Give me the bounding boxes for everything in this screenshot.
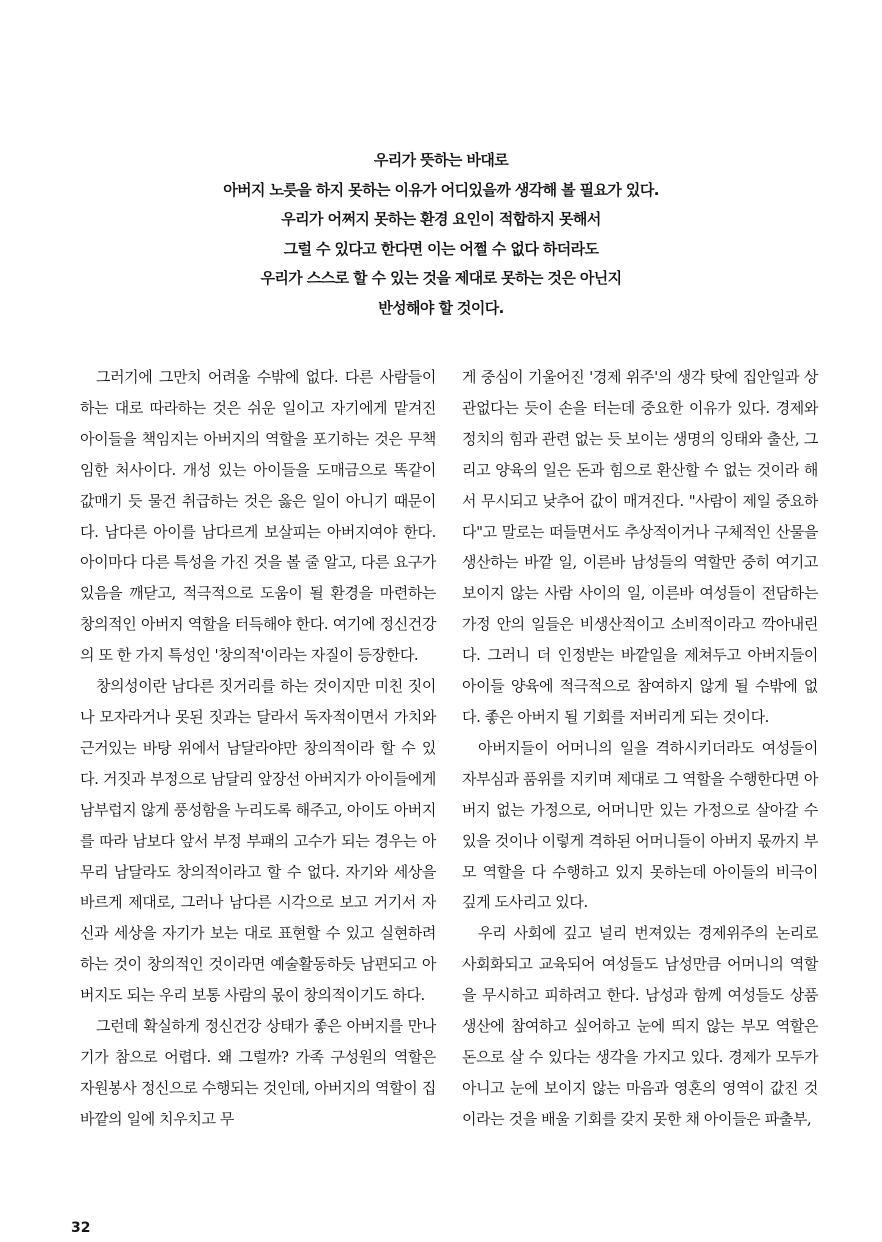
- pull-quote-line: 우리가 스스로 할 수 있는 것을 제대로 못하는 것은 아닌지: [260, 269, 622, 287]
- left-column: [80, 362, 436, 1135]
- right-column: [462, 362, 818, 1135]
- pull-quote-line: 아버지 노릇을 하지 못하는 이유가 어디있을까 생각해 볼 필요가 있다.: [223, 180, 659, 199]
- body-paragraph: 창의성이란 남다른 짓거리를 하는 것이지만 미친 짓이나 모자라거나 못된 짓과는 달라서 독자적이면서 가치와 근거있는 바탕 위에서 남달라야만 창의적이라 할 수 있다. 거짓과 부정으로 남달리 앞장선 아버지가 아이들에게 남부럽지 않게 풍성함을 누리도록 해주고, 아이도 아버지를 따라 남보다 앞서 부정 부패의 고수가 되는 경우는 아무리 남달라도 창의적이라고 할 수 없다. 자기와 세상을 바르게 제대로, 그러나 남다른 시각으로 보고 거기서 자신과 세상을 자기가 보는 대로 표현할 수 있고 실현하려 하는 것이 창의적인 것이라면 예술활동하듯 남편되고 아버지도 되는 우리 보통 사람의 몫이 창의적이기도 하다.: [80, 677, 436, 1005]
- body-paragraph: 게 중심이 기울어진 '경제 위주'의 생각 탓에 집안일과 상관없다는 듯이 손을 터는데 중요한 이유가 있다. 경제와 정치의 힘과 관련 없는 듯 보이는 생명의 잉태와 출산, 그리고 양육의 일은 돈과 힘으로 환산할 수 없는 것이라 해서 무시되고 낮추어 값이 매겨진다. "사람이 제일 중요하다"고 말로는 떠들면서도 추상적이거나 구체적인 산물을 생산하는 바깥 일, 이른바 남성들의 역할만 중히 여기고 보이지 않는 사람 사이의 일, 이른바 여성들이 전담하는 가정 안의 일들은 비생산적이고 소비적이라고 깍아내린다. 그러니 더 인정받는 바깥일을 제쳐두고 아버지들이 아이들 양육에 적극적으로 참여하지 않게 될 수밖에 없다. 좋은 아버지 될 기회를 저버리게 되는 것이다.: [462, 368, 818, 726]
- body-paragraph: 아버지들이 어머니의 일을 격하시키더라도 여성들이 자부심과 품위를 지키며 제대로 그 역할을 수행한다면 아버지 없는 가정으로, 어머니만 있는 가정으로 살아갈 수 있을 것이나 이렇게 격하된 어머니들이 아버지 몫까지 부모 역할을 다 수행하고 있지 못하는데 아이들의 비극이 깊게 도사리고 있다.: [462, 738, 818, 912]
- body-paragraph: 우리 사회에 깊고 널리 번져있는 경제위주의 논리로 사회화되고 교육되어 여성들도 남성만큼 어머니의 역할을 무시하고 피하려고 한다. 남성과 함께 여성들도 상품 생산에 참여하고 싶어하고 눈에 띄지 않는 부모 역할은 돈으로 살 수 있다는 생각을 가지고 있다. 경제가 모두가 아니고 눈에 보이지 않는 마음과 영혼의 영역이 값진 것이라는 것을 배울 기회를 갖지 못한 채 아이들은 파출부,: [462, 924, 818, 1128]
- body-columns: [80, 362, 818, 1135]
- pull-quote-line: 우리가 어쩌지 못하는 환경 요인이 적합하지 못해서: [281, 210, 601, 228]
- pull-quote: [120, 146, 762, 323]
- body-paragraph: 그러기에 그만치 어려울 수밖에 없다. 다른 사람들이 하는 대로 따라하는 것은 쉬운 일이고 자기에게 맡겨진 아이들을 책임지는 아버지의 역할을 포기하는 것은 무책임한 처사이다. 개성 있는 아이들을 도매금으로 똑같이 값매기 듯 물건 취급하는 것은 옳은 일이 아니기 때문이다. 남다른 아이를 남다르게 보살피는 아버지여야 한다. 아이마다 다른 특성을 가진 것을 볼 줄 알고, 다른 요구가 있음을 깨닫고, 적극적으로 도움이 될 환경을 마련하는 창의적인 아버지 역할을 터득해야 한다. 여기에 정신건강의 또 한 가지 특성인 '창의적'이라는 자질이 등장한다.: [80, 368, 436, 665]
- pull-quote-line: 그럴 수 있다고 한다면 이는 어쩔 수 없다 하더라도: [283, 239, 599, 258]
- page-number: 32: [71, 1220, 91, 1236]
- pull-quote-line: 반성해야 할 것이다.: [378, 298, 504, 317]
- body-paragraph: 그런데 확실하게 정신건강 상태가 좋은 아버지를 만나기가 참으로 어렵다. 왜 그럴까? 가족 구성원의 역할은 자원봉사 정신으로 수행되는 것인데, 아버지의 역할이 집 바깥의 일에 치우치고 무: [80, 1017, 436, 1128]
- pull-quote-line: 우리가 뜻하는 바대로: [373, 151, 509, 169]
